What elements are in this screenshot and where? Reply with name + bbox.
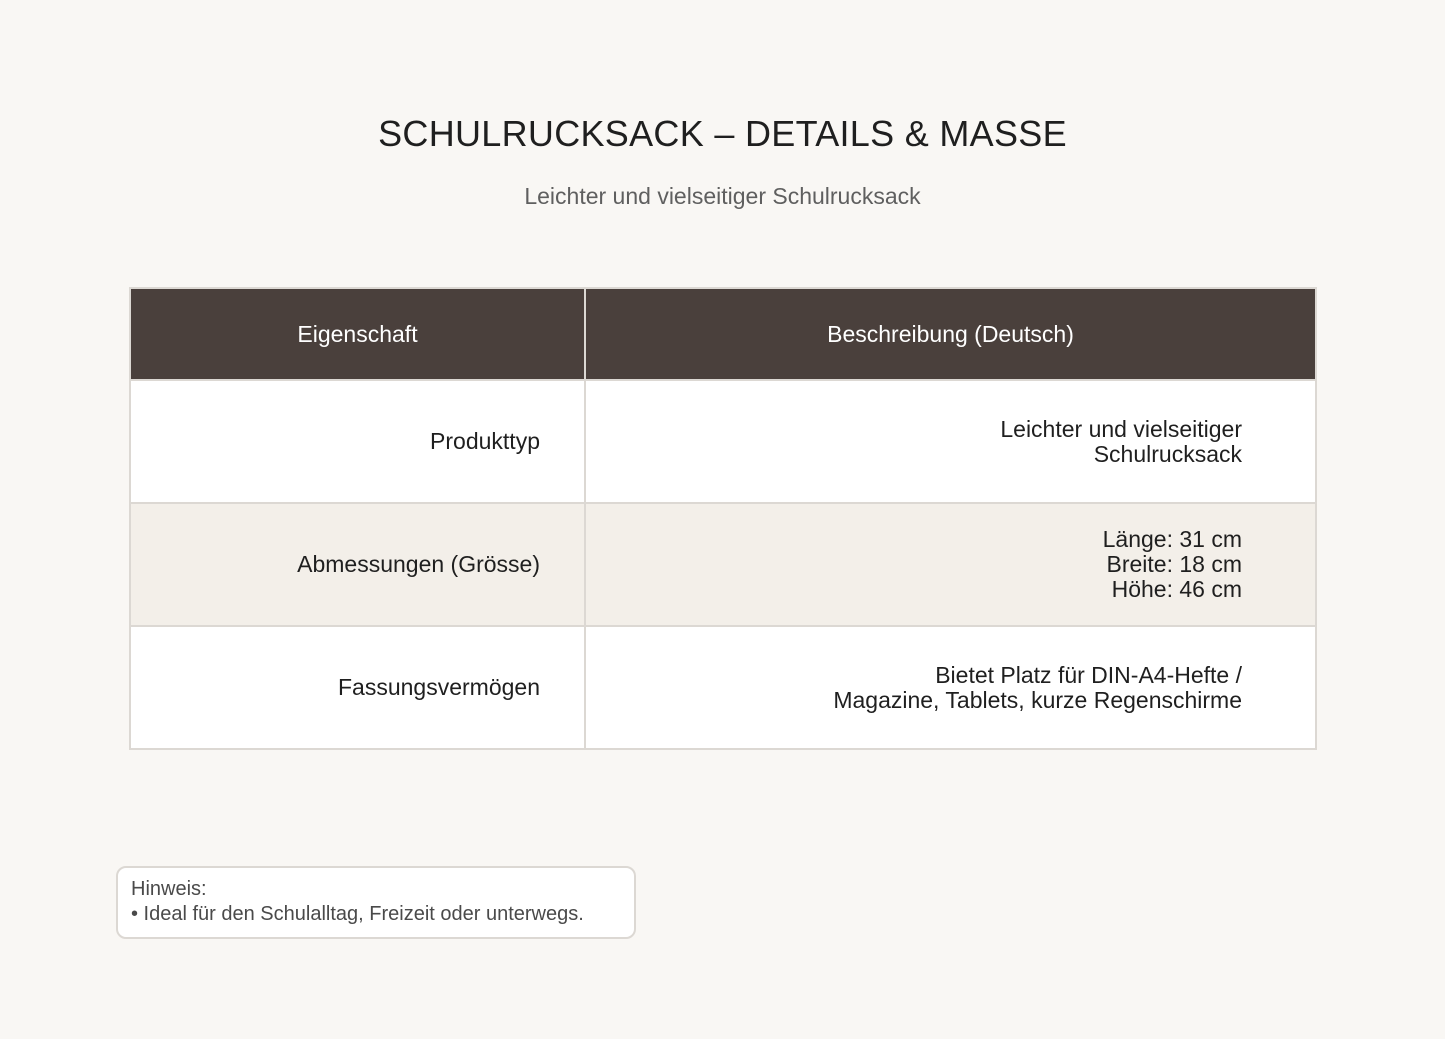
column-header-property: Eigenschaft xyxy=(130,288,585,380)
table-row xyxy=(130,626,1316,749)
table-row xyxy=(130,380,1316,503)
description-line: Magazine, Tablets, kurze Regenschirme xyxy=(833,686,1242,713)
table-header-row xyxy=(130,288,1316,380)
page-title: SCHULRUCKSACK – DETAILS & MASSE xyxy=(378,113,1067,154)
description-line: Leichter und vielseitiger xyxy=(1000,415,1242,442)
note-label: Hinweis: xyxy=(131,878,207,900)
description-line: Breite: 18 cm xyxy=(1106,551,1242,577)
description-cell xyxy=(585,380,1316,503)
property-cell: Fassungsvermögen xyxy=(130,626,585,749)
description-cell xyxy=(585,626,1316,749)
spec-table xyxy=(129,287,1317,750)
note-box xyxy=(116,866,636,939)
description-line: Länge: 31 cm xyxy=(1102,526,1242,552)
property-cell: Abmessungen (Grösse) xyxy=(130,503,585,626)
description-line: Höhe: 46 cm xyxy=(1111,576,1242,602)
note-text: • Ideal für den Schulalltag, Freizeit oder unterwegs. xyxy=(131,903,584,925)
table-row xyxy=(130,503,1316,626)
description-line: Schulrucksack xyxy=(1093,440,1242,467)
property-cell: Produkttyp xyxy=(130,380,585,503)
description-line: Bietet Platz für DIN-A4-Hefte / xyxy=(935,661,1242,688)
description-cell xyxy=(585,503,1316,626)
page-subtitle: Leichter und vielseitiger Schulrucksack xyxy=(524,183,921,209)
column-header-description: Beschreibung (Deutsch) xyxy=(585,288,1316,380)
